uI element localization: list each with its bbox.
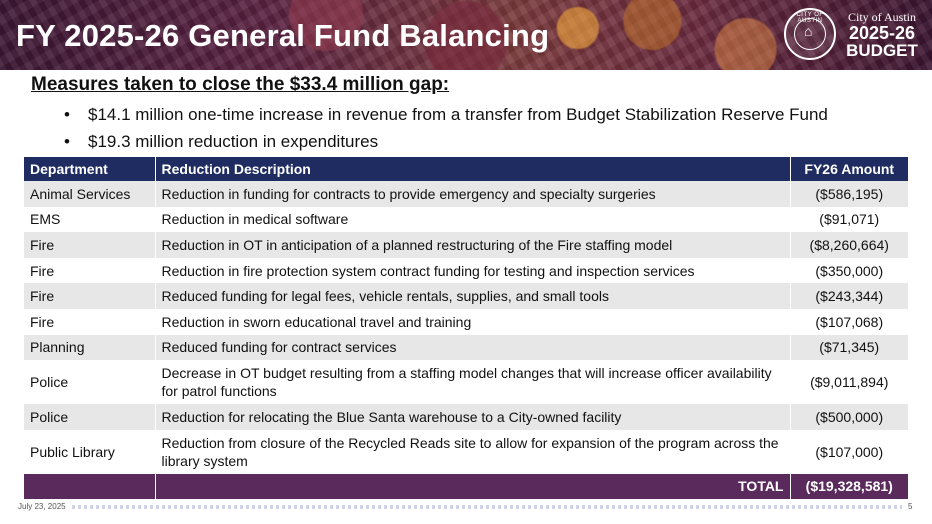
cell-description: Reduction in sworn educational travel and training <box>155 309 790 335</box>
table-row <box>24 181 908 207</box>
reductions-table <box>24 157 908 499</box>
table-row <box>24 207 908 233</box>
cell-description: Reduction in fire protection system contract funding for testing and inspection services <box>155 258 790 284</box>
footer-divider <box>72 505 902 509</box>
cell-department: EMS <box>24 207 155 233</box>
section-subtitle: Measures taken to close the $33.4 million gap: <box>31 74 450 95</box>
table-row <box>24 258 908 284</box>
cell-description: Reduction from closure of the Recycled Reads site to allow for expansion of the program across the library system <box>155 430 790 474</box>
seal-ring-icon <box>794 18 826 50</box>
cell-amount: ($107,000) <box>790 430 908 474</box>
table-row <box>24 404 908 430</box>
cell-department: Fire <box>24 309 155 335</box>
table-row <box>24 335 908 361</box>
table-row <box>24 430 908 474</box>
cell-department: Planning <box>24 335 155 361</box>
brand-label: BUDGET <box>846 41 918 60</box>
cell-department: Animal Services <box>24 181 155 207</box>
cell-description: Reduced funding for legal fees, vehicle rentals, supplies, and small tools <box>155 283 790 309</box>
city-seal-logo <box>784 8 836 60</box>
page-title: FY 2025-26 General Fund Balancing <box>16 18 550 53</box>
column-header-amount: FY26 Amount <box>790 157 908 181</box>
table-row <box>24 232 908 258</box>
cell-amount: ($500,000) <box>790 404 908 430</box>
footer-date: July 23, 2025 <box>18 502 66 511</box>
total-label: TOTAL <box>155 474 790 499</box>
cell-department: Police <box>24 360 155 404</box>
header-banner <box>0 0 932 70</box>
table-row <box>24 283 908 309</box>
cell-department: Public Library <box>24 430 155 474</box>
table-header-row <box>24 157 908 181</box>
table-row <box>24 309 908 335</box>
cell-amount: ($9,011,894) <box>790 360 908 404</box>
table-row <box>24 360 908 404</box>
cell-amount: ($107,068) <box>790 309 908 335</box>
cell-department: Fire <box>24 283 155 309</box>
cell-department: Fire <box>24 258 155 284</box>
cell-description: Reduction in OT in anticipation of a planned restructuring of the Fire staffing model <box>155 232 790 258</box>
cell-amount: ($243,344) <box>790 283 908 309</box>
brand-year: 2025-26 <box>848 23 916 43</box>
cell-amount: ($350,000) <box>790 258 908 284</box>
cell-amount: ($586,195) <box>790 181 908 207</box>
bullet-item-revenue: • $14.1 million one-time increase in revenue from a transfer from Budget Stabilization Reserve Fund <box>62 104 828 131</box>
capitol-icon: ⌂ <box>804 23 813 39</box>
cell-description: Reduction in funding for contracts to provide emergency and specialty surgeries <box>155 181 790 207</box>
cell-department: Police <box>24 404 155 430</box>
column-header-description: Reduction Description <box>155 157 790 181</box>
bullet-item-expenditures: • $19.3 million reduction in expenditures <box>62 131 828 158</box>
page-number: 5 <box>908 502 913 511</box>
cell-amount: ($91,071) <box>790 207 908 233</box>
cell-department: Fire <box>24 232 155 258</box>
cell-description: Decrease in OT budget resulting from a staffing model changes that will increase officer availability for patrol functions <box>155 360 790 404</box>
column-header-department: Department <box>24 157 155 181</box>
cell-amount: ($71,345) <box>790 335 908 361</box>
cell-empty <box>24 474 155 499</box>
cell-description: Reduced funding for contract services <box>155 335 790 361</box>
cell-amount: ($8,260,664) <box>790 232 908 258</box>
total-row <box>24 474 908 499</box>
bullet-list <box>62 104 828 158</box>
cell-description: Reduction for relocating the Blue Santa warehouse to a City-owned facility <box>155 404 790 430</box>
total-amount: ($19,328,581) <box>790 474 908 499</box>
seal-text: CITY OF AUSTIN <box>796 12 824 24</box>
cell-description: Reduction in medical software <box>155 207 790 233</box>
brand-city: City of Austin <box>847 10 916 24</box>
